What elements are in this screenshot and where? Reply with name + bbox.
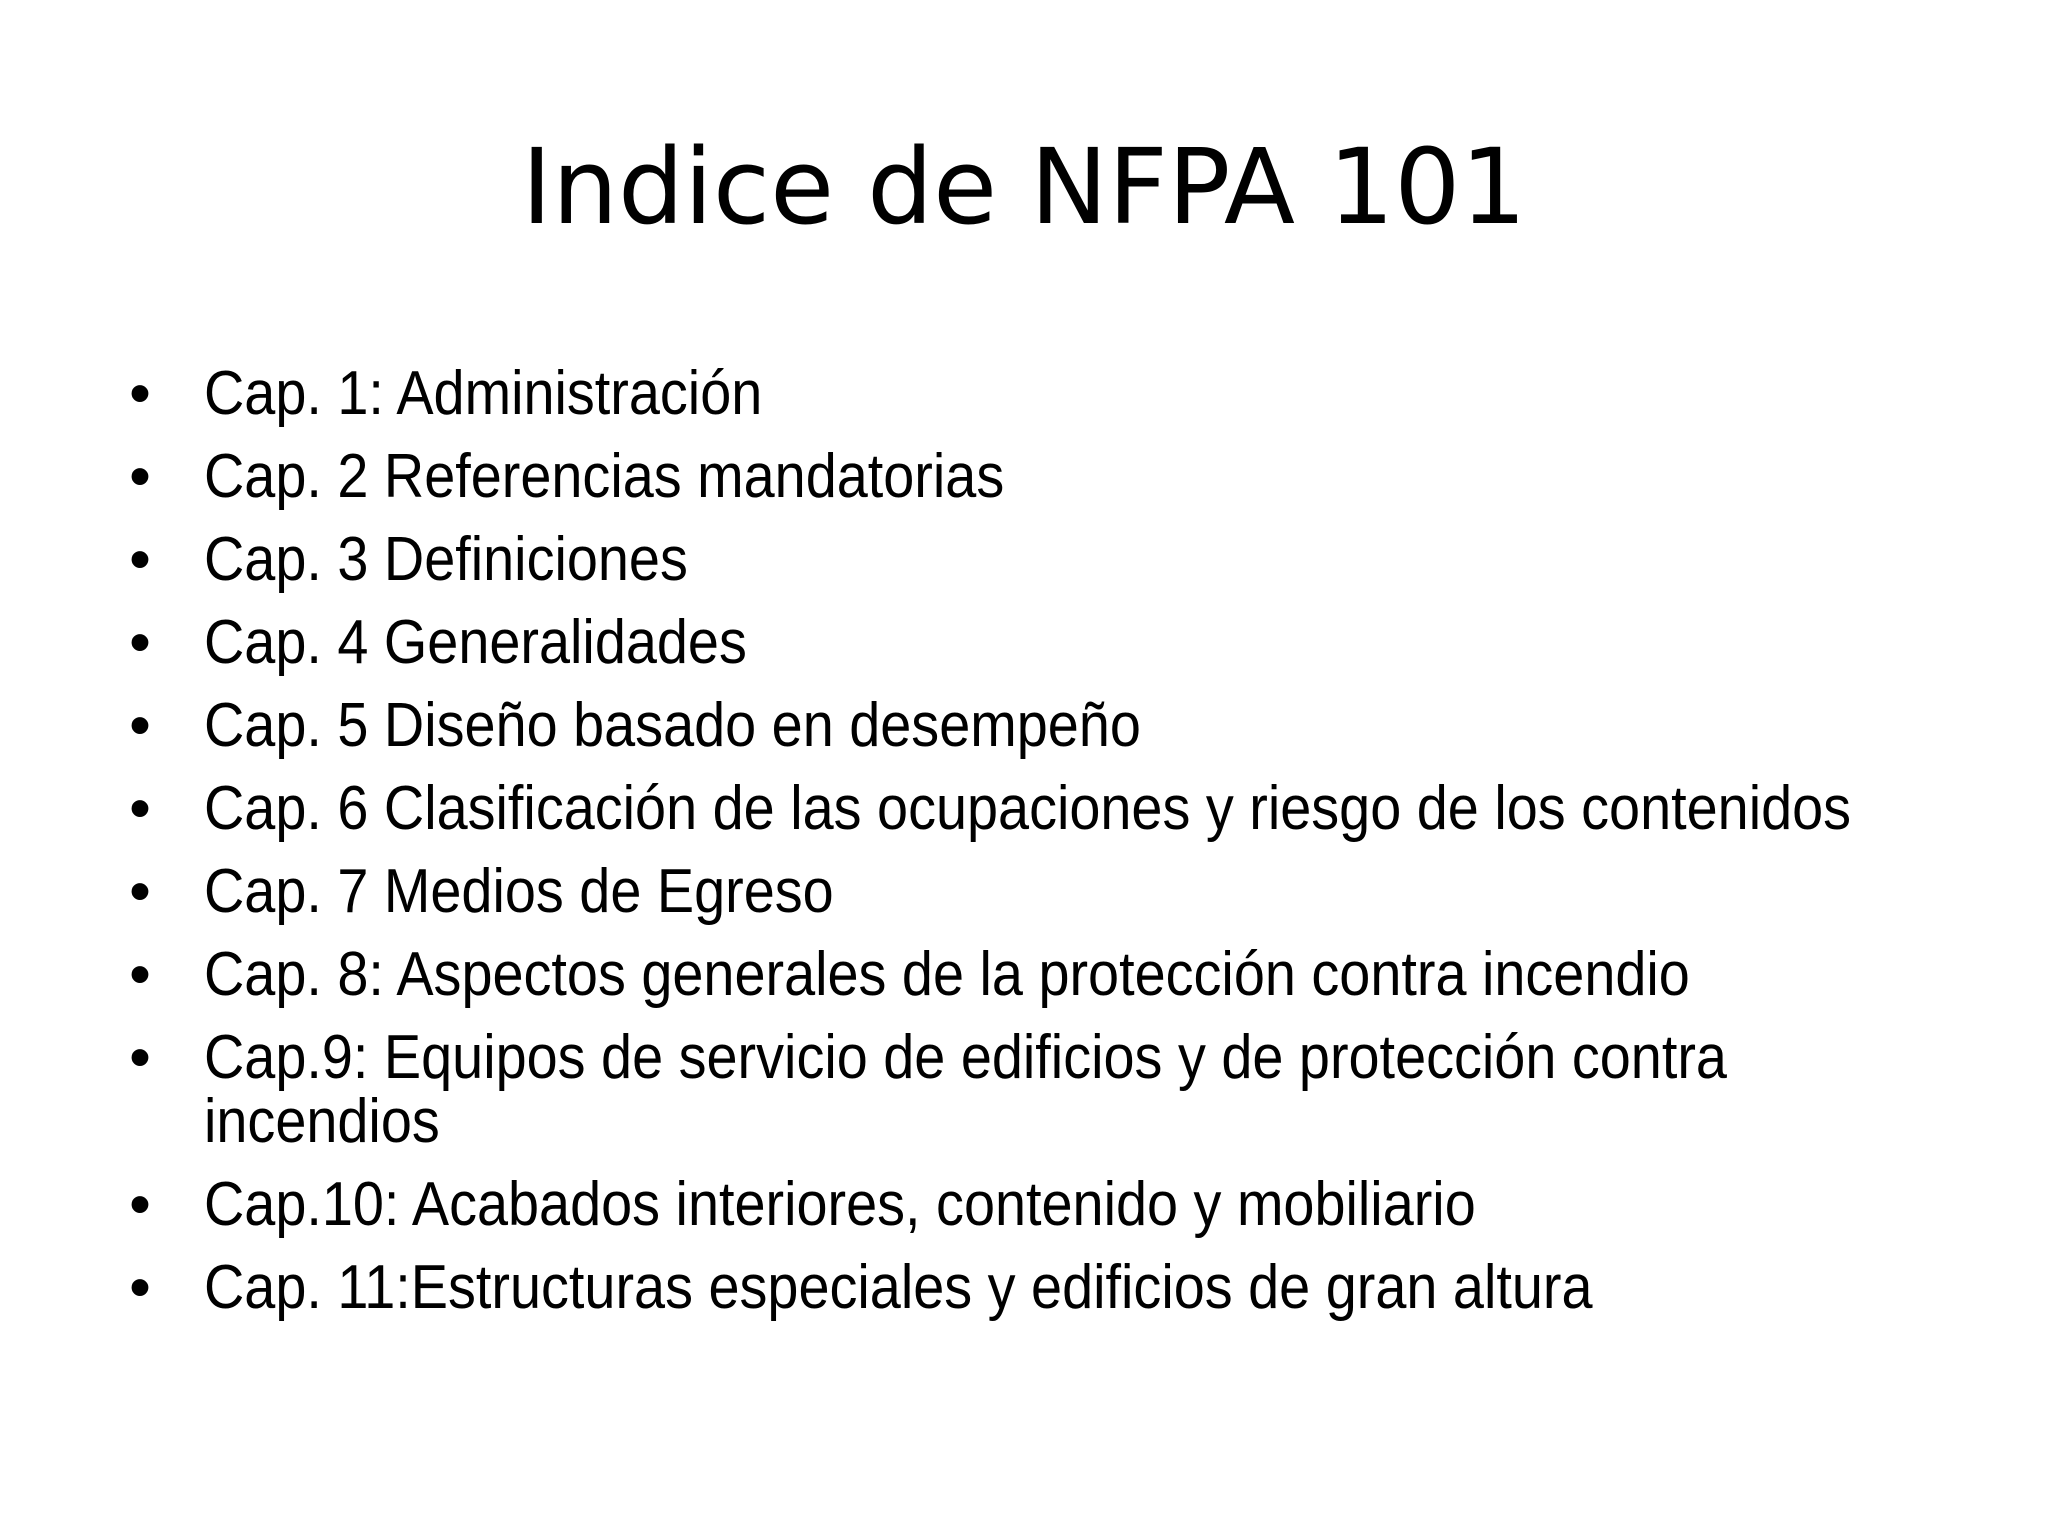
bullet-icon: • bbox=[129, 442, 151, 511]
list-item-text: Cap. 4 Generalidades bbox=[204, 608, 747, 677]
list-item-text: Cap.9: Equipos de servicio de edificios y de protección contra incendios bbox=[204, 1023, 1727, 1156]
list-item-text: Cap. 11:Estructuras especiales y edificios de gran altura bbox=[204, 1253, 1593, 1322]
list-item-text: Cap. 5 Diseño basado en desempeño bbox=[204, 691, 1141, 760]
bullet-icon: • bbox=[129, 1023, 151, 1092]
list-item-text: Cap. 6 Clasificación de las ocupaciones y riesgo de los contenidos bbox=[204, 774, 1852, 843]
list-item bbox=[120, 1170, 1960, 1239]
slide-title: Indice de NFPA 101 bbox=[521, 126, 1527, 248]
list-item bbox=[120, 1253, 1960, 1322]
bullet-icon: • bbox=[129, 1253, 151, 1322]
bullet-icon: • bbox=[129, 1170, 151, 1239]
list-item bbox=[120, 359, 1960, 428]
list-item-text: Cap.10: Acabados interiores, contenido y mobiliario bbox=[204, 1170, 1476, 1239]
list-item bbox=[120, 857, 1960, 926]
bullet-icon: • bbox=[129, 525, 151, 594]
bullet-icon: • bbox=[129, 774, 151, 843]
list-item bbox=[120, 691, 1960, 760]
list-item bbox=[120, 1023, 1960, 1156]
list-item-text: Cap. 8: Aspectos generales de la protección contra incendio bbox=[204, 940, 1690, 1009]
list-item bbox=[120, 608, 1960, 677]
list-item bbox=[120, 940, 1960, 1009]
bullet-icon: • bbox=[129, 691, 151, 760]
bullet-icon: • bbox=[129, 940, 151, 1009]
list-item-text: Cap. 2 Referencias mandatorias bbox=[204, 442, 1005, 511]
list-item-text: Cap. 1: Administración bbox=[204, 359, 763, 428]
list-item-text: Cap. 7 Medios de Egreso bbox=[204, 857, 834, 926]
bullet-list bbox=[120, 359, 1960, 1339]
bullet-icon: • bbox=[129, 359, 151, 428]
list-item-text: Cap. 3 Definiciones bbox=[204, 525, 688, 594]
list-item bbox=[120, 774, 1960, 843]
bullet-icon: • bbox=[129, 608, 151, 677]
bullet-icon: • bbox=[129, 857, 151, 926]
list-item bbox=[120, 442, 1960, 511]
list-item bbox=[120, 525, 1960, 594]
